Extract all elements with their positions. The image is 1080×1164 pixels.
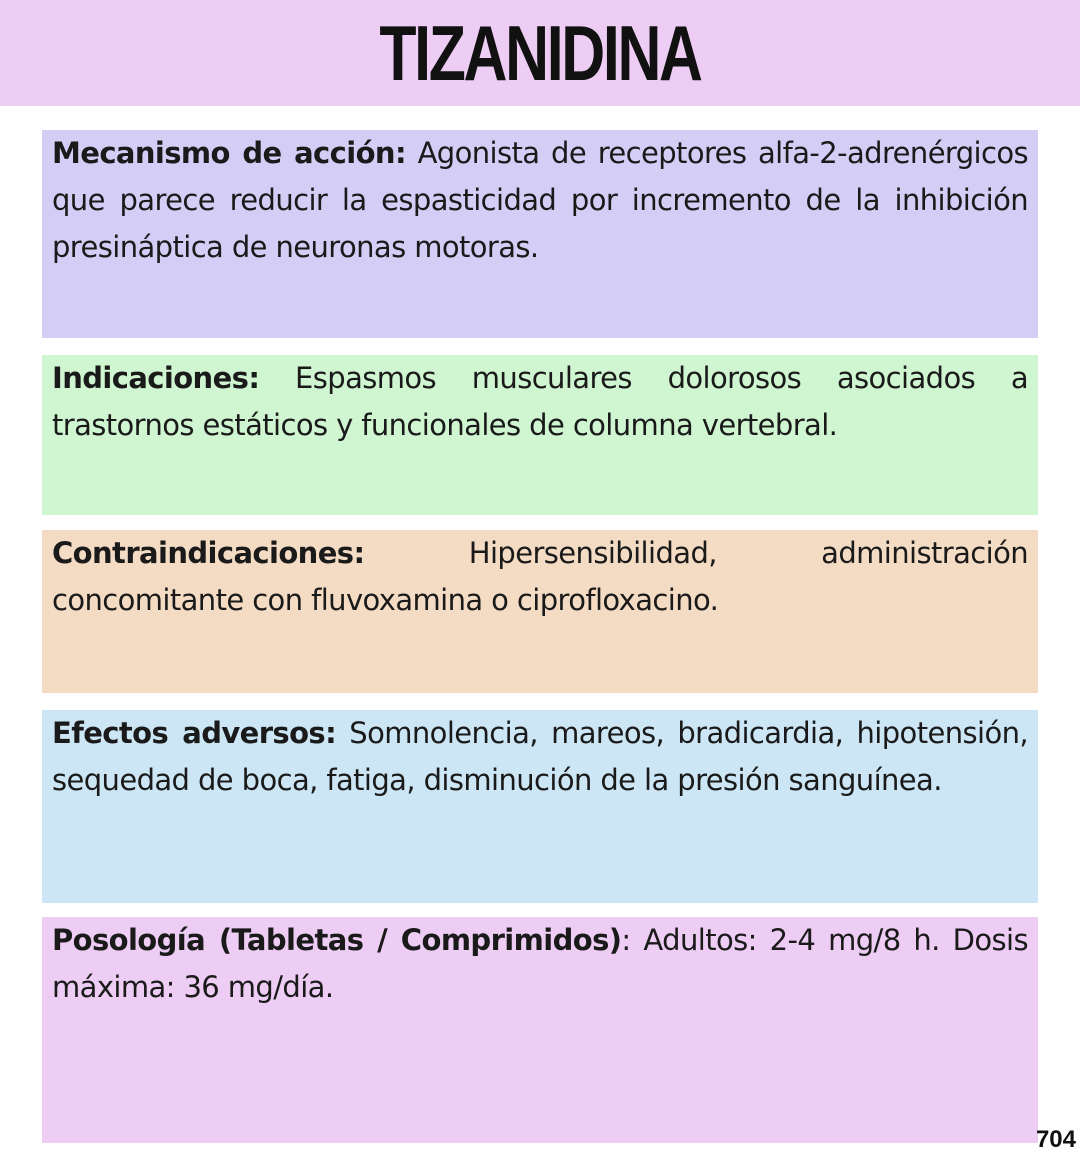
section-text: Somnolencia, mareos, bradicardia, hipotensión, sequedad de boca, fatiga, disminución de la presión sanguínea. [52, 716, 1028, 797]
page-title: TIZANIDINA [379, 8, 701, 97]
section-paragraph [52, 355, 1028, 449]
section-text: Hipersensibilidad, administración concomitante con fluvoxamina o ciprofloxacino. [52, 536, 1028, 617]
section-label: Indicaciones: [52, 361, 260, 395]
section-label: Efectos adversos: [52, 716, 337, 750]
section-paragraph [52, 130, 1028, 271]
title-banner [0, 0, 1080, 106]
section-paragraph [52, 530, 1028, 624]
mechanism-section [42, 130, 1038, 338]
section-paragraph [52, 710, 1028, 804]
adverse-effects-section [42, 710, 1038, 903]
section-label: Mecanismo de acción: [52, 136, 406, 170]
section-label: Contraindicaciones: [52, 536, 365, 570]
dosage-section [42, 917, 1038, 1143]
section-label: Posología (Tabletas / Comprimidos) [52, 923, 622, 957]
section-paragraph [52, 917, 1028, 1011]
section-text: Agonista de receptores alfa-2-adrenérgicos que parece reducir la espasticidad por incremento de la inhibición presináptica de neuronas motoras. [52, 136, 1029, 264]
section-text: Espasmos musculares dolorosos asociados a trastornos estáticos y funcionales de columna vertebral. [52, 361, 1028, 442]
indications-section [42, 355, 1038, 515]
section-text: : Adultos: 2-4 mg/8 h. Dosis máxima: 36 mg/día. [52, 923, 1029, 1004]
page-number: 704 [1035, 1126, 1076, 1153]
contraindications-section [42, 530, 1038, 693]
